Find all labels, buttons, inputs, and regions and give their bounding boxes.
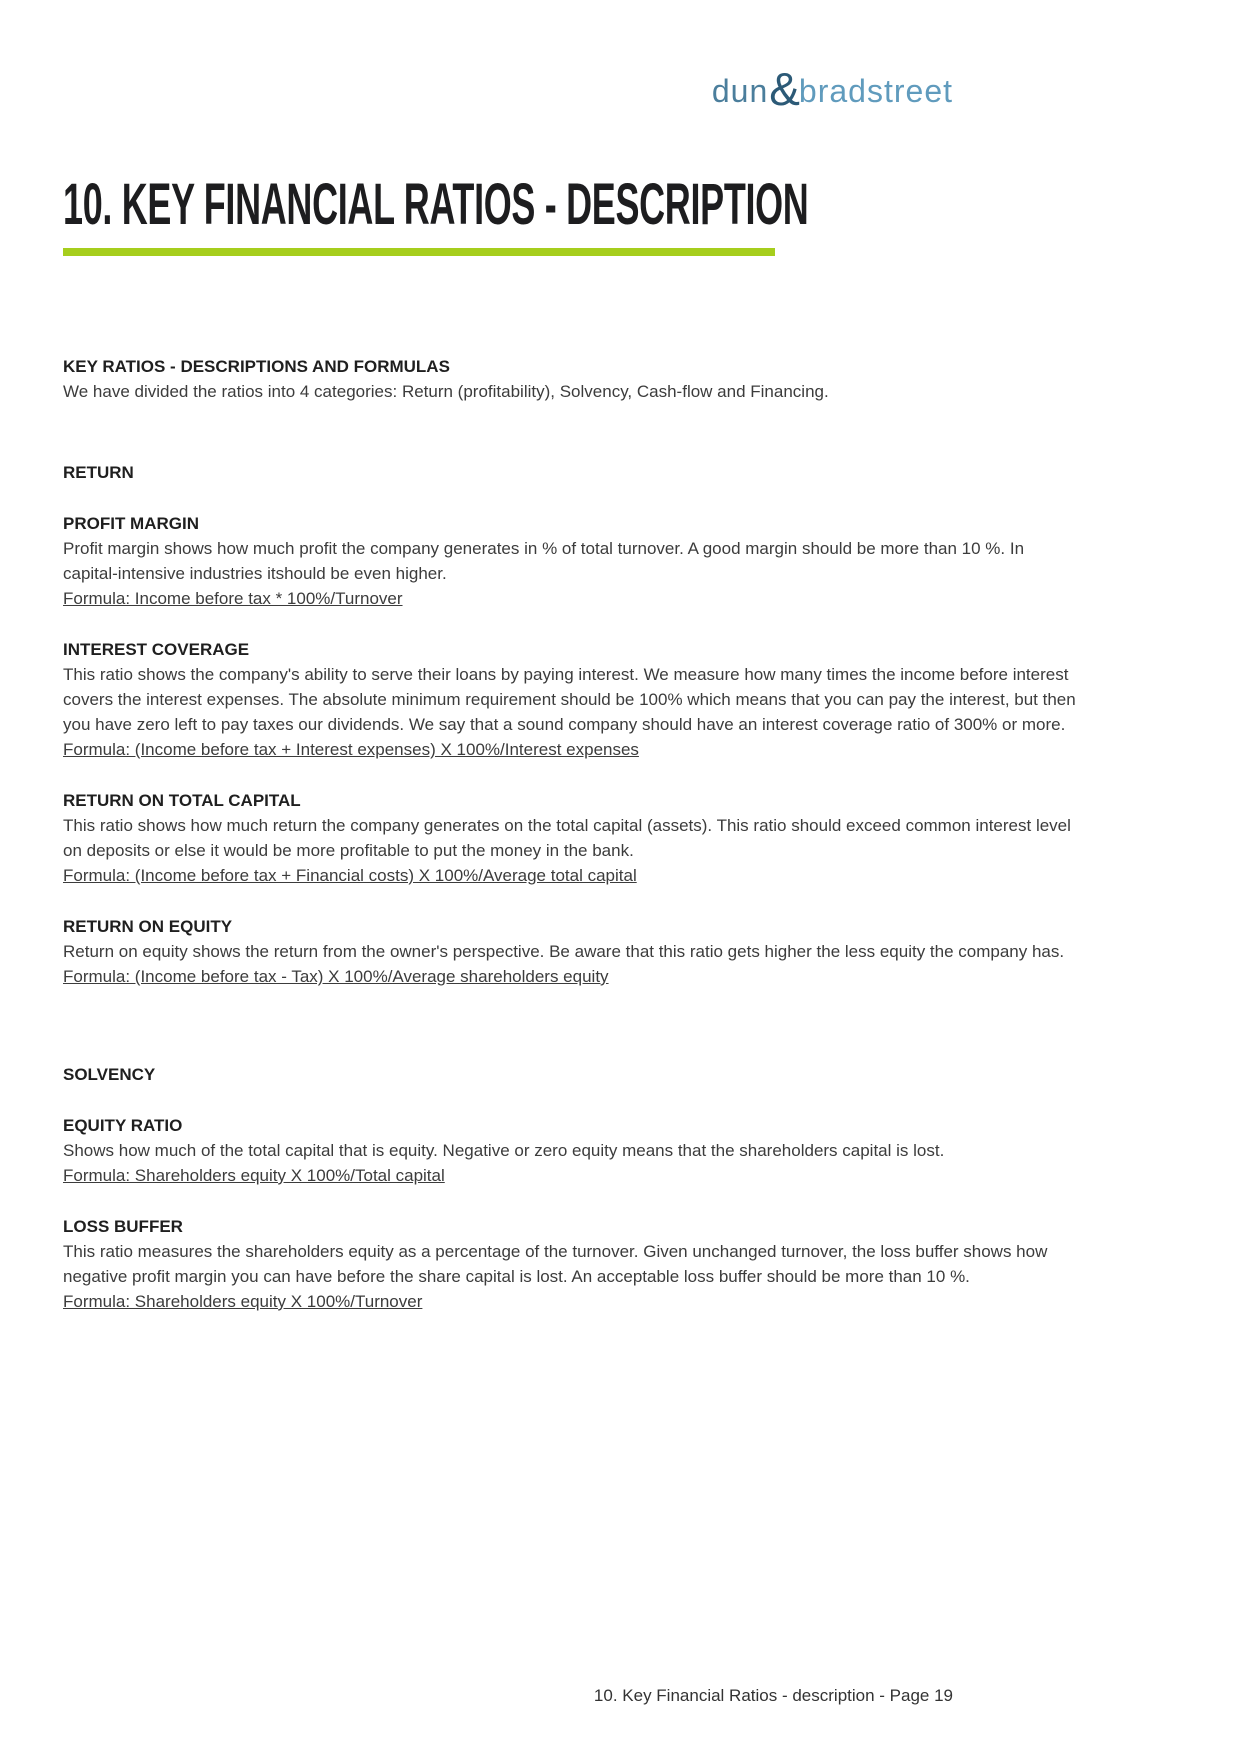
ampersand-logo-glyph: & — [769, 63, 800, 115]
category-heading-return: RETURN — [63, 463, 134, 482]
logo-text-dun: dun — [711, 73, 769, 109]
page-title: 10. KEY FINANCIAL RATIOS - DESCRIPTION — [63, 172, 809, 237]
intro-heading: KEY RATIOS - DESCRIPTIONS AND FORMULAS — [63, 357, 450, 376]
ratio-item-interest-coverage — [63, 637, 1077, 762]
ratio-description: Profit margin shows how much profit the company generates in % of total turnover. A good margin should be more than 10 %. In capital-intensive industries itshould be even higher. — [63, 539, 1025, 583]
section-solvency — [63, 1062, 1077, 1314]
title-accent-rule — [63, 248, 775, 256]
ratio-heading: INTEREST COVERAGE — [63, 640, 250, 659]
ratio-heading: EQUITY RATIO — [63, 1116, 183, 1135]
ratio-description: Return on equity shows the return from the owner's perspective. Be aware that this ratio gets higher the less equity the company has. — [63, 942, 1065, 961]
ratio-heading: RETURN ON TOTAL CAPITAL — [63, 791, 301, 810]
section-return — [63, 460, 1077, 989]
ratio-formula: Formula: Income before tax * 100%/Turnover — [63, 589, 403, 608]
page-content — [63, 354, 1077, 1314]
ratio-item-equity-ratio — [63, 1113, 1077, 1188]
intro-block — [63, 354, 1077, 404]
page-footer: 10. Key Financial Ratios - description - Page 19 — [593, 1686, 953, 1705]
ratio-formula: Formula: (Income before tax + Financial costs) X 100%/Average total capital — [63, 866, 637, 885]
ratio-description: Shows how much of the total capital that is equity. Negative or zero equity means that the shareholders capital is lost. — [63, 1141, 945, 1160]
main-column — [63, 0, 1077, 1314]
category-heading-solvency: SOLVENCY — [63, 1065, 156, 1084]
ratio-item-return-on-total-capital — [63, 788, 1077, 888]
ratio-heading: RETURN ON EQUITY — [63, 917, 233, 936]
logo-text-bradstreet: bradstreet — [798, 73, 953, 109]
ratio-description: This ratio measures the shareholders equity as a percentage of the turnover. Given unchanged turnover, the loss buffer shows how negative profit margin you can have before the share capital is lost. An acceptable loss buffer should be more than 10 %. — [63, 1242, 1048, 1286]
ratio-formula: Formula: (Income before tax + Interest expenses) X 100%/Interest expenses — [63, 740, 639, 759]
ratio-item-return-on-equity — [63, 914, 1077, 989]
ratio-description: This ratio shows the company's ability to serve their loans by paying interest. We measure how many times the income before interest covers the interest expenses. The absolute minimum requirement should be 100% which means that you can pay the interest, but then you have zero left to pay taxes our dividends. We say that a sound company should have an interest coverage ratio of 300% or more. — [63, 665, 1076, 734]
ratio-formula: Formula: Shareholders equity X 100%/Turnover — [63, 1292, 423, 1311]
ratio-heading: PROFIT MARGIN — [63, 514, 199, 533]
ratio-description: This ratio shows how much return the company generates on the total capital (assets). This ratio should exceed common interest level on deposits or else it would be more profitable to put the money in the bank. — [63, 816, 1071, 860]
ratio-item-loss-buffer — [63, 1214, 1077, 1314]
intro-body: We have divided the ratios into 4 categories: Return (profitability), Solvency, Cash-flow and Financing. — [63, 382, 829, 401]
ratio-formula: Formula: (Income before tax - Tax) X 100%/Average shareholders equity — [63, 967, 609, 986]
ratio-heading: LOSS BUFFER — [63, 1217, 183, 1236]
ratio-formula: Formula: Shareholders equity X 100%/Total capital — [63, 1166, 445, 1185]
ratio-item-profit-margin — [63, 511, 1077, 611]
